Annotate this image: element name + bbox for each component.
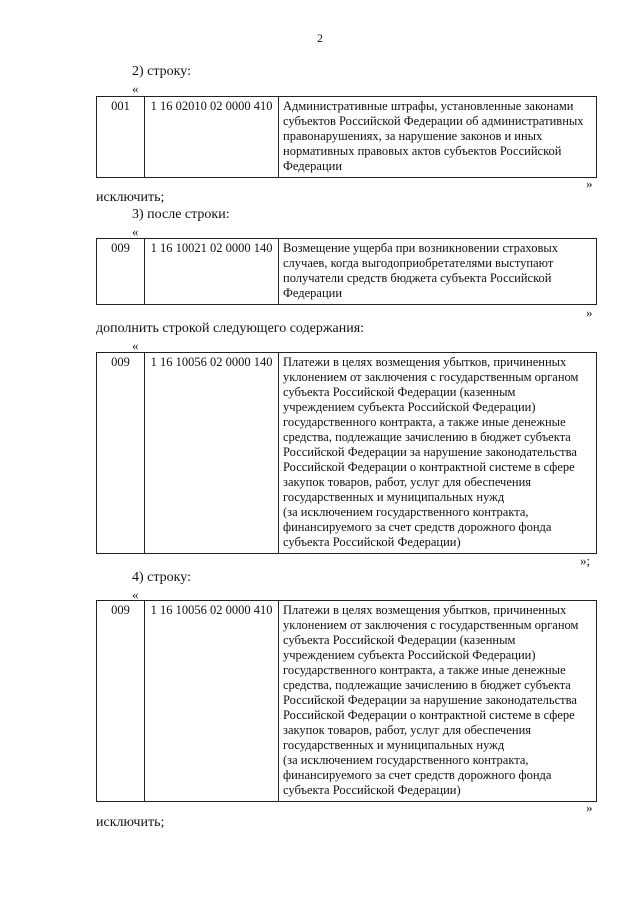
budget-code-table [96,600,597,802]
budget-classification-code-cell: 1 16 10056 02 0000 410 [145,601,279,802]
closing-quote: » [586,176,593,191]
description-line: средства, подлежащие зачислению в бюджет субъекта [283,678,571,692]
description-line: субъекта Российской Федерации) [283,783,461,797]
description-line: Российской Федерации о контрактной системе в сфере [283,708,575,722]
item-2-intro: 2) строку: [132,64,191,79]
description-line: учреждением субъекта Российской Федерации) [283,400,536,414]
description-line: Российской Федерации о контрактной системе в сфере [283,460,575,474]
budget-classification-code-cell: 1 16 02010 02 0000 410 [145,97,279,178]
income-description-cell [279,601,597,802]
income-description-cell [279,239,597,305]
description-line: Административные штрафы, установленные законами [283,99,574,113]
table-row [97,239,597,305]
description-line: субъекта Российской Федерации (казенным [283,385,516,399]
description-line: субъекта Российской Федерации) [283,535,461,549]
page-number: 2 [317,31,323,45]
closing-quote: »; [580,553,591,568]
description-line: уклонением от заключения с государственным органом [283,618,579,632]
instruction-text: дополнить строкой следующего содержания: [96,321,365,336]
admin-code-cell: 009 [97,239,145,305]
description-line: (за исключением государственного контракта, [283,753,529,767]
instruction-text: исключить; [96,190,165,205]
budget-classification-code-cell: 1 16 10056 02 0000 140 [145,353,279,554]
description-line: закупок товаров, работ, услуг для обеспечения [283,723,532,737]
income-description-cell [279,97,597,178]
description-line: средства, подлежащие зачислению в бюджет субъекта [283,430,571,444]
instruction-text: исключить; [96,815,165,830]
description-line: финансируемого за счет средств дорожного фонда [283,768,552,782]
description-line: Российской Федерации за нарушение законодательства [283,445,577,459]
description-line: нормативных правовых актов субъектов Российской [283,144,562,158]
description-line: Российской Федерации за нарушение законодательства [283,693,577,707]
description-line: Возмещение ущерба при возникновении страховых [283,241,558,255]
description-line: (за исключением государственного контракта, [283,505,529,519]
opening-quote: « [132,81,139,96]
description-line: государственного контракта, а также иные денежные [283,415,566,429]
description-line: правонарушениях, за нарушение законов и иных [283,129,543,143]
description-line: Платежи в целях возмещения убытков, причиненных [283,355,567,369]
admin-code-cell: 001 [97,97,145,178]
description-line: финансируемого за счет средств дорожного фонда [283,520,552,534]
budget-classification-code-cell: 1 16 10021 02 0000 140 [145,239,279,305]
description-line: Федерации [283,159,343,173]
opening-quote: « [132,587,139,602]
budget-code-table [96,238,597,305]
budget-code-table [96,352,597,554]
table-row [97,97,597,178]
description-line: Платежи в целях возмещения убытков, причиненных [283,603,567,617]
opening-quote: « [132,224,139,239]
closing-quote: » [586,305,593,320]
table-row [97,601,597,802]
description-line: закупок товаров, работ, услуг для обеспечения [283,475,532,489]
description-line: получатели средств бюджета субъекта Российской [283,271,552,285]
description-line: случаев, когда выгодоприобретателями выступают [283,256,554,270]
income-description-cell [279,353,597,554]
description-line: государственных и муниципальных нужд [283,490,505,504]
description-line: субъекта Российской Федерации (казенным [283,633,516,647]
opening-quote: « [132,338,139,353]
description-line: субъектов Российской Федерации об административных [283,114,584,128]
description-line: Федерации [283,286,343,300]
admin-code-cell: 009 [97,601,145,802]
description-line: государственных и муниципальных нужд [283,738,505,752]
item-4-intro: 4) строку: [132,570,191,585]
item-3-intro: 3) после строки: [132,207,230,222]
budget-code-table [96,96,597,178]
closing-quote: » [586,800,593,815]
table-row [97,353,597,554]
admin-code-cell: 009 [97,353,145,554]
description-line: учреждением субъекта Российской Федерации) [283,648,536,662]
description-line: государственного контракта, а также иные денежные [283,663,566,677]
description-line: уклонением от заключения с государственным органом [283,370,579,384]
